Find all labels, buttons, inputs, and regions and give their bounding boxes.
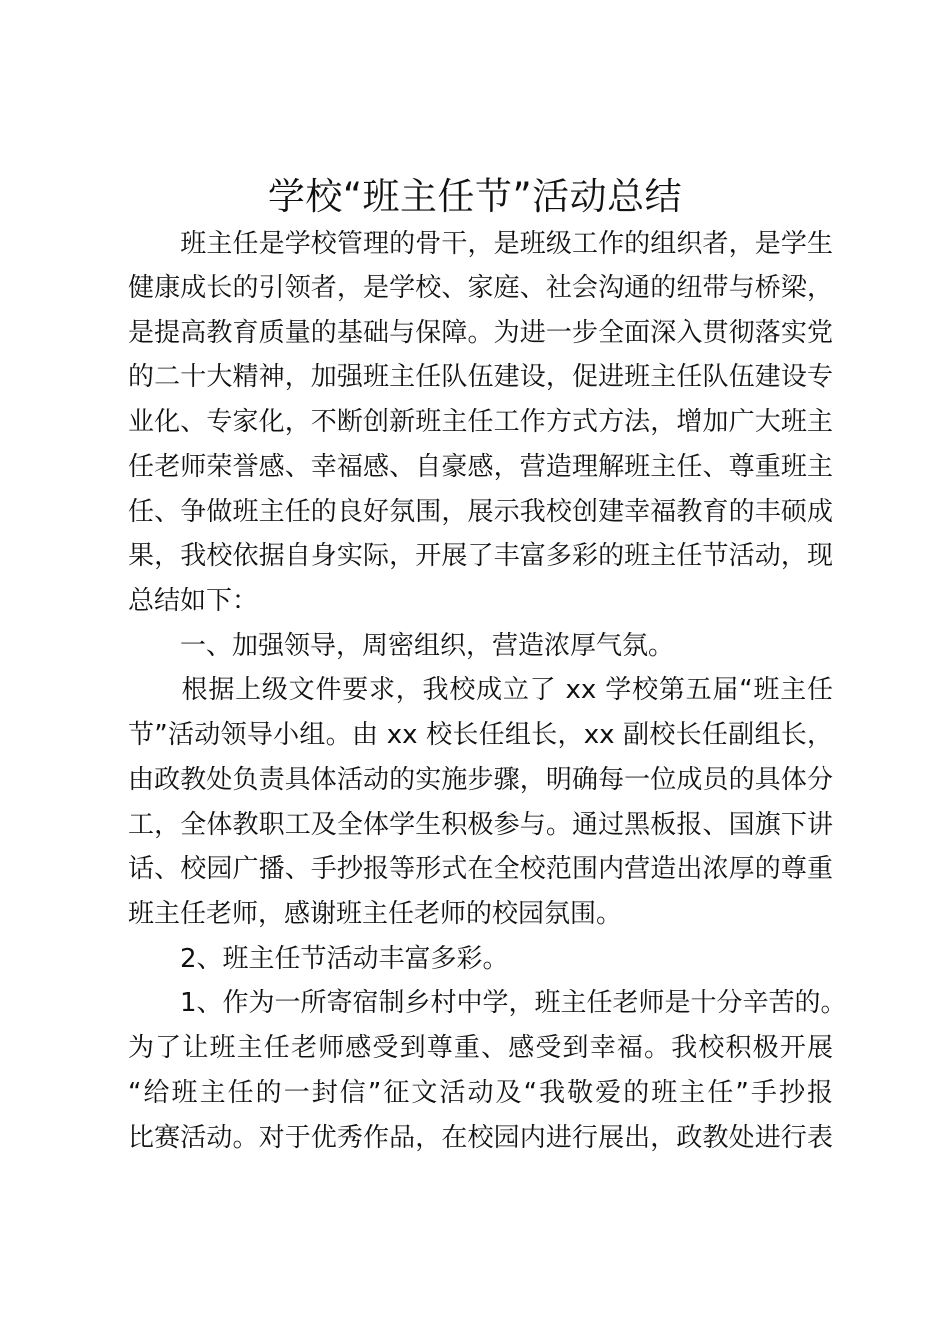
paragraph-line: 比赛活动。对于优秀作品，在校园内进行展出，政教处进行表 [128,1123,833,1153]
paragraph-line: 由政教处负责具体活动的实施步骤，明确每一位成员的具体分 [128,765,833,795]
paragraph-line: 业化、专家化，不断创新班主任工作方式方法，增加广大班主 [128,407,833,437]
section-heading: 2、班主任节活动丰富多彩。 [128,944,509,974]
paragraph-line: 为了让班主任老师感受到尊重、感受到幸福。我校积极开展 [128,1033,833,1063]
paragraph-line: 工，全体教职工及全体学生积极参与。通过黑板报、国旗下讲 [128,810,833,840]
paragraph-line: 果，我校依据自身实际，开展了丰富多彩的班主任节活动，现 [128,541,833,571]
paragraph-line: 健康成长的引领者，是学校、家庭、社会沟通的纽带与桥梁， [128,273,833,303]
paragraph-line: 的二十大精神，加强班主任队伍建设，促进班主任队伍建设专 [128,362,833,392]
section-heading: 一、加强领导，周密组织，营造浓厚气氛。 [128,631,675,661]
document-title: 学校“班主任节”活动总结 [267,175,683,218]
paragraph-line: “给班主任的一封信”征文活动及“我敬爱的班主任”手抄报 [128,1078,833,1108]
paragraph-line: 话、校园广播、手抄报等形式在全校范围内营造出浓厚的尊重 [128,854,833,884]
paragraph-line: 根据上级文件要求，我校成立了 xx 学校第五届“班主任 [128,675,833,705]
paragraph-line: 节”活动领导小组。由 xx 校长任组长，xx 副校长任副组长， [128,720,833,750]
paragraph-line: 是提高教育质量的基础与保障。为进一步全面深入贯彻落实党 [128,318,833,348]
paragraph-line: 任老师荣誉感、幸福感、自豪感，营造理解班主任、尊重班主 [128,452,833,482]
paragraph-line: 班主任是学校管理的骨干，是班级工作的组织者，是学生 [128,229,833,259]
paragraph-line: 班主任老师，感谢班主任老师的校园氛围。 [128,899,623,929]
paragraph-line: 1、作为一所寄宿制乡村中学，班主任老师是十分辛苦的。 [128,988,847,1018]
paragraph-line: 总结如下： [128,586,259,616]
paragraph-line: 任、争做班主任的良好氛围，展示我校创建幸福教育的丰硕成 [128,497,833,527]
